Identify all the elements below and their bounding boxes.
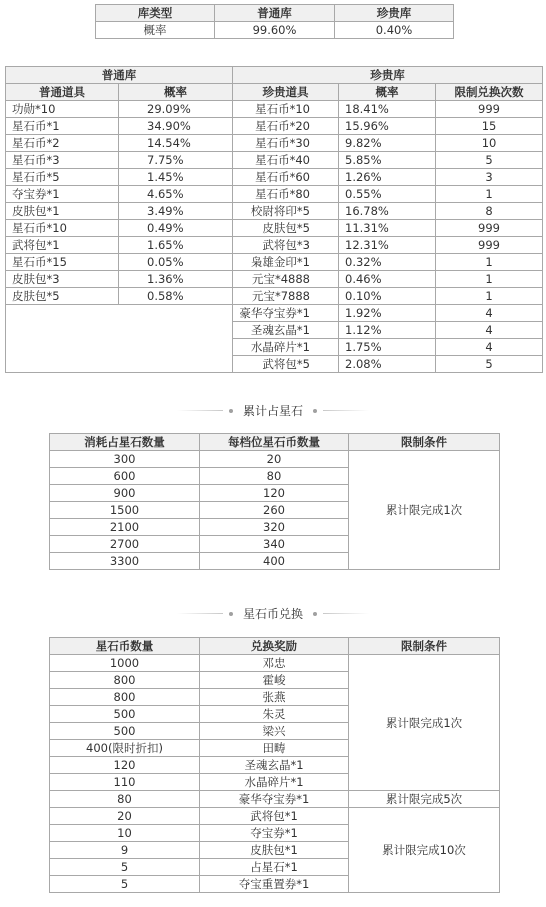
precious-item-limit: 4 xyxy=(436,339,543,356)
table-title-row xyxy=(6,67,543,84)
consumed-stones-value: 2700 xyxy=(50,536,200,553)
precious-item-probability: 1.12% xyxy=(339,322,436,339)
precious-item-limit: 4 xyxy=(436,322,543,339)
precious-item-limit: 1 xyxy=(436,288,543,305)
precious-item-probability: 18.41% xyxy=(339,101,436,118)
precious-item-limit: 1 xyxy=(436,186,543,203)
precious-item-probability: 2.08% xyxy=(339,356,436,373)
header-precious-library: 珍贵库 xyxy=(335,5,454,22)
table-header-row xyxy=(6,84,543,101)
limit-condition-value: 累计限完成5次 xyxy=(349,791,500,808)
precious-item-probability: 9.82% xyxy=(339,135,436,152)
coin-exchange-table xyxy=(49,637,500,893)
consumed-stones-value: 300 xyxy=(50,451,200,468)
coin-amount-value: 120 xyxy=(50,757,200,774)
header-coin-amount: 星石币数量 xyxy=(50,638,200,655)
table-row xyxy=(6,186,543,203)
normal-item-probability: 1.36% xyxy=(119,271,233,288)
table-row xyxy=(6,152,543,169)
table-row xyxy=(6,254,543,271)
precious-item-probability: 12.31% xyxy=(339,237,436,254)
consumed-stones-value: 3300 xyxy=(50,553,200,570)
limit-condition-value: 累计限完成1次 xyxy=(349,655,500,791)
consumed-stones-value: 2100 xyxy=(50,519,200,536)
header-normal-item: 普通道具 xyxy=(6,84,119,101)
normal-item-name: 皮肤包*1 xyxy=(6,203,119,220)
table-row xyxy=(6,135,543,152)
precious-item-name: 星石币*80 xyxy=(233,186,339,203)
normal-item-probability: 7.75% xyxy=(119,152,233,169)
section-title-coin-exchange xyxy=(0,605,546,621)
exchange-reward-value: 皮肤包*1 xyxy=(200,842,349,859)
precious-item-probability: 0.10% xyxy=(339,288,436,305)
table-row xyxy=(6,305,543,322)
precious-item-name: 水晶碎片*1 xyxy=(233,339,339,356)
normal-item-name: 星石币*10 xyxy=(6,220,119,237)
coins-per-tier-value: 20 xyxy=(200,451,349,468)
precious-item-probability: 16.78% xyxy=(339,203,436,220)
coin-amount-value: 110 xyxy=(50,774,200,791)
divider-line xyxy=(177,410,223,411)
header-precious-probability: 概率 xyxy=(339,84,436,101)
divider-line xyxy=(323,410,369,411)
header-consumed-stones: 消耗占星石数量 xyxy=(50,434,200,451)
exchange-reward-value: 圣魂玄晶*1 xyxy=(200,757,349,774)
coin-amount-value: 1000 xyxy=(50,655,200,672)
coins-per-tier-value: 320 xyxy=(200,519,349,536)
normal-item-probability: 0.58% xyxy=(119,288,233,305)
precious-item-limit: 1 xyxy=(436,254,543,271)
normal-item-name: 夺宝券*1 xyxy=(6,186,119,203)
exchange-reward-value: 霍峻 xyxy=(200,672,349,689)
coins-per-tier-value: 260 xyxy=(200,502,349,519)
precious-item-limit: 5 xyxy=(436,152,543,169)
precious-item-name: 元宝*4888 xyxy=(233,271,339,288)
precious-item-limit: 999 xyxy=(436,237,543,254)
table-row xyxy=(6,203,543,220)
coin-amount-value: 400(限时折扣) xyxy=(50,740,200,757)
precious-item-name: 豪华夺宝券*1 xyxy=(233,305,339,322)
limit-condition-value: 累计限完成1次 xyxy=(349,451,500,570)
precious-item-name: 校尉将印*5 xyxy=(233,203,339,220)
precious-item-name: 星石币*20 xyxy=(233,118,339,135)
limit-condition-value: 累计限完成10次 xyxy=(349,808,500,893)
normal-item-probability: 34.90% xyxy=(119,118,233,135)
coin-amount-value: 9 xyxy=(50,842,200,859)
row-label-probability: 概率 xyxy=(96,22,215,39)
table-row xyxy=(96,22,454,39)
precious-item-name: 星石币*40 xyxy=(233,152,339,169)
normal-item-name: 星石币*3 xyxy=(6,152,119,169)
precious-item-probability: 15.96% xyxy=(339,118,436,135)
precious-item-probability: 0.32% xyxy=(339,254,436,271)
normal-item-probability: 4.65% xyxy=(119,186,233,203)
normal-item-probability: 29.09% xyxy=(119,101,233,118)
header-limit-condition: 限制条件 xyxy=(349,638,500,655)
precious-item-limit: 8 xyxy=(436,203,543,220)
normal-item-probability: 3.49% xyxy=(119,203,233,220)
divider-dot xyxy=(229,409,233,413)
exchange-reward-value: 夺宝重置券*1 xyxy=(200,876,349,893)
table-row xyxy=(50,451,500,468)
consumed-stones-value: 600 xyxy=(50,468,200,485)
exchange-reward-value: 水晶碎片*1 xyxy=(200,774,349,791)
coin-amount-value: 10 xyxy=(50,825,200,842)
header-coins-per-tier: 每档位星石币数量 xyxy=(200,434,349,451)
exchange-reward-value: 豪华夺宝券*1 xyxy=(200,791,349,808)
exchange-reward-value: 邓忠 xyxy=(200,655,349,672)
divider-dot xyxy=(229,612,233,616)
precious-item-limit: 1 xyxy=(436,271,543,288)
coin-amount-value: 500 xyxy=(50,723,200,740)
table-row xyxy=(6,101,543,118)
precious-item-name: 星石币*30 xyxy=(233,135,339,152)
table-row xyxy=(6,288,543,305)
table-header-row xyxy=(50,434,500,451)
normal-item-probability: 0.05% xyxy=(119,254,233,271)
table-row xyxy=(50,791,500,808)
table-row xyxy=(6,169,543,186)
header-precious-item: 珍贵道具 xyxy=(233,84,339,101)
section-title-text: 星石币兑换 xyxy=(242,606,303,621)
coins-per-tier-value: 340 xyxy=(200,536,349,553)
precious-library-probability: 0.40% xyxy=(335,22,454,39)
header-normal-library: 普通库 xyxy=(215,5,335,22)
table-row xyxy=(6,237,543,254)
precious-item-name: 圣魂玄晶*1 xyxy=(233,322,339,339)
cumulative-star-table xyxy=(49,433,500,570)
library-probability-table xyxy=(95,4,454,39)
precious-item-name: 星石币*60 xyxy=(233,169,339,186)
divider-line xyxy=(177,613,223,614)
normal-item-name: 皮肤包*5 xyxy=(6,288,119,305)
coin-amount-value: 800 xyxy=(50,672,200,689)
exchange-reward-value: 梁兴 xyxy=(200,723,349,740)
normal-item-name: 星石币*1 xyxy=(6,118,119,135)
header-library-type: 库类型 xyxy=(96,5,215,22)
table-header-row xyxy=(96,5,454,22)
table-header-row xyxy=(50,638,500,655)
coins-per-tier-value: 80 xyxy=(200,468,349,485)
coin-amount-value: 500 xyxy=(50,706,200,723)
exchange-reward-value: 朱灵 xyxy=(200,706,349,723)
precious-item-name: 星石币*10 xyxy=(233,101,339,118)
precious-item-name: 皮肤包*5 xyxy=(233,220,339,237)
coin-amount-value: 800 xyxy=(50,689,200,706)
precious-item-limit: 3 xyxy=(436,169,543,186)
precious-item-limit: 10 xyxy=(436,135,543,152)
precious-item-probability: 0.55% xyxy=(339,186,436,203)
precious-item-probability: 1.92% xyxy=(339,305,436,322)
coin-amount-value: 80 xyxy=(50,791,200,808)
table-row xyxy=(6,271,543,288)
divider-dot xyxy=(313,409,317,413)
precious-item-probability: 1.75% xyxy=(339,339,436,356)
coin-amount-value: 20 xyxy=(50,808,200,825)
normal-item-name: 功勋*10 xyxy=(6,101,119,118)
header-normal-probability: 概率 xyxy=(119,84,233,101)
normal-item-name: 皮肤包*3 xyxy=(6,271,119,288)
table-row xyxy=(6,220,543,237)
precious-item-limit: 5 xyxy=(436,356,543,373)
consumed-stones-value: 900 xyxy=(50,485,200,502)
precious-item-name: 元宝*7888 xyxy=(233,288,339,305)
section-title-cumulative-stars xyxy=(0,402,546,418)
precious-item-limit: 15 xyxy=(436,118,543,135)
normal-item-name: 星石币*15 xyxy=(6,254,119,271)
coins-per-tier-value: 400 xyxy=(200,553,349,570)
coins-per-tier-value: 120 xyxy=(200,485,349,502)
precious-item-probability: 5.85% xyxy=(339,152,436,169)
table-row xyxy=(6,118,543,135)
precious-item-probability: 11.31% xyxy=(339,220,436,237)
item-pool-table xyxy=(5,66,543,373)
precious-item-probability: 0.46% xyxy=(339,271,436,288)
normal-item-probability: 1.65% xyxy=(119,237,233,254)
normal-item-name: 武将包*1 xyxy=(6,237,119,254)
exchange-reward-value: 占星石*1 xyxy=(200,859,349,876)
normal-item-probability: 0.49% xyxy=(119,220,233,237)
exchange-reward-value: 武将包*1 xyxy=(200,808,349,825)
precious-item-name: 武将包*5 xyxy=(233,356,339,373)
header-exchange-reward: 兑换奖励 xyxy=(200,638,349,655)
divider-line xyxy=(323,613,369,614)
coin-amount-value: 5 xyxy=(50,876,200,893)
section-title-text: 累计占星石 xyxy=(242,403,303,418)
exchange-reward-value: 张燕 xyxy=(200,689,349,706)
table-row xyxy=(50,655,500,672)
precious-item-probability: 1.26% xyxy=(339,169,436,186)
precious-item-limit: 999 xyxy=(436,101,543,118)
exchange-reward-value: 田畴 xyxy=(200,740,349,757)
exchange-reward-value: 夺宝券*1 xyxy=(200,825,349,842)
header-limit-condition: 限制条件 xyxy=(349,434,500,451)
header-exchange-limit: 限制兑换次数 xyxy=(436,84,543,101)
precious-item-name: 枭雄金印*1 xyxy=(233,254,339,271)
normal-library-probability: 99.60% xyxy=(215,22,335,39)
normal-item-probability: 14.54% xyxy=(119,135,233,152)
normal-item-probability: 1.45% xyxy=(119,169,233,186)
normal-item-name: 星石币*5 xyxy=(6,169,119,186)
normal-item-name: 星石币*2 xyxy=(6,135,119,152)
precious-item-limit: 999 xyxy=(436,220,543,237)
precious-item-name: 武将包*3 xyxy=(233,237,339,254)
precious-item-limit: 4 xyxy=(436,305,543,322)
table-row xyxy=(50,808,500,825)
divider-dot xyxy=(313,612,317,616)
coin-amount-value: 5 xyxy=(50,859,200,876)
precious-pool-title: 珍贵库 xyxy=(233,67,543,84)
consumed-stones-value: 1500 xyxy=(50,502,200,519)
empty-cell xyxy=(6,305,233,373)
normal-pool-title: 普通库 xyxy=(6,67,233,84)
